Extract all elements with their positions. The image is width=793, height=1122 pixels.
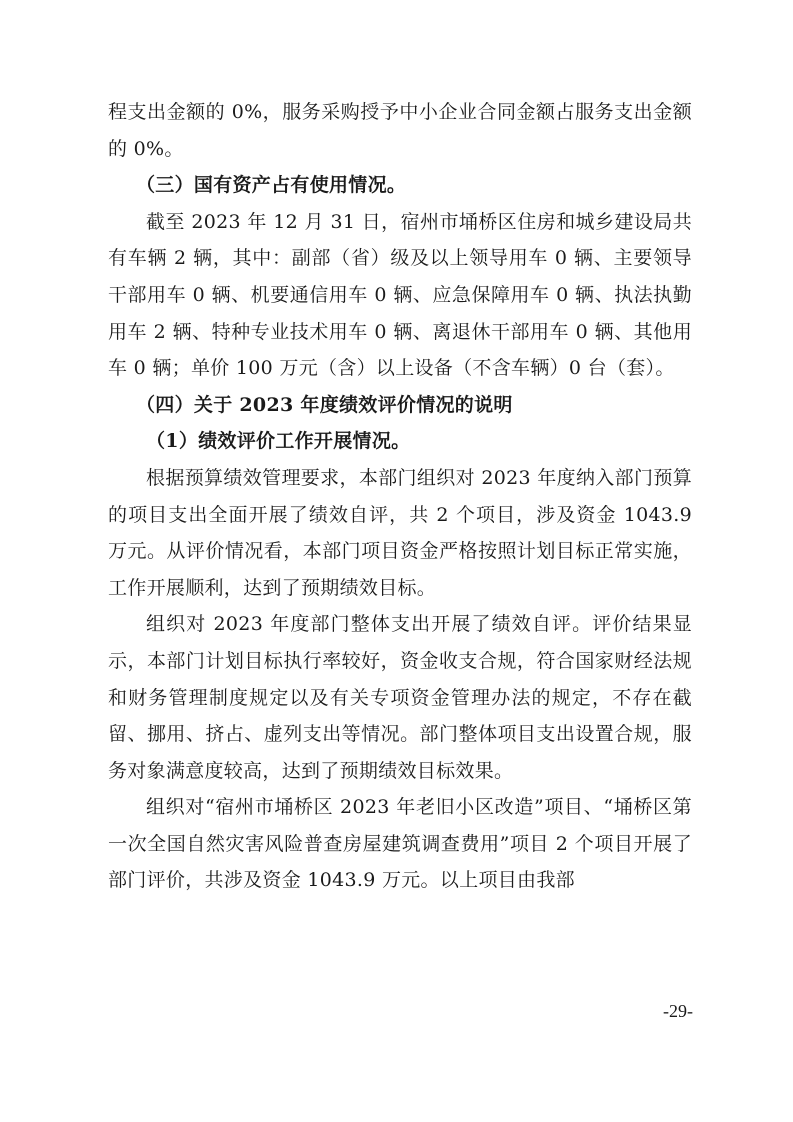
paragraph-department-evaluation: 组织对“宿州市埇桥区 2023 年老旧小区改造”项目、“埇桥区第一次全国自然灾害风险普查房屋建筑调查费用”项目 2 个项目开展了部门评价，共涉及资金 1043.9 万元。以上项目由我部	[108, 796, 692, 892]
page-body	[108, 94, 692, 899]
page-number: -29-	[663, 1001, 693, 1021]
paragraph-vehicles: 截至 2023 年 12 月 31 日，宿州市埇桥区住房和城乡建设局共有车辆 2 辆，其中：副部（省）级及以上领导用车 0 辆、主要领导干部用车 0 辆、机要通信用车 0 辆、应急保障用车 0 辆、执法执勤用车 2 辆、特种专业技术用车 0 辆、离退休干部用车 0 辆、其他用车 0 辆；单价 100 万元（含）以上设备（不含车辆）0 台（套）。	[108, 210, 692, 380]
section-heading-state-assets: （三）国有资产占有使用情况。	[136, 174, 407, 197]
paragraph-procurement-continued: 程支出金额的 0%，服务采购授予中小企业合同金额占服务支出金额的 0%。	[108, 101, 692, 160]
paragraph-self-evaluation: 根据预算绩效管理要求，本部门组织对 2023 年度纳入部门预算的项目支出全面开展了绩效自评，共 2 个项目，涉及资金 1043.9 万元。从评价情况看，本部门项目资金严格按照计划目标正常实施，工作开展顺利，达到了预期绩效目标。	[108, 466, 692, 599]
subheading-evaluation-work: （1）绩效评价工作开展情况。	[146, 430, 411, 453]
section-heading-performance-evaluation: （四）关于 2023 年度绩效评价情况的说明	[136, 393, 513, 416]
paragraph-overall-expenditure: 组织对 2023 年度部门整体支出开展了绩效自评。评价结果显示，本部门计划目标执行率较好，资金收支合规，符合国家财经法规和财务管理制度规定以及有关专项资金管理办法的规定，不存在截留、挪用、挤占、虚列支出等情况。部门整体项目支出设置合规，服务对象满意度较高，达到了预期绩效目标效果。	[108, 613, 692, 782]
